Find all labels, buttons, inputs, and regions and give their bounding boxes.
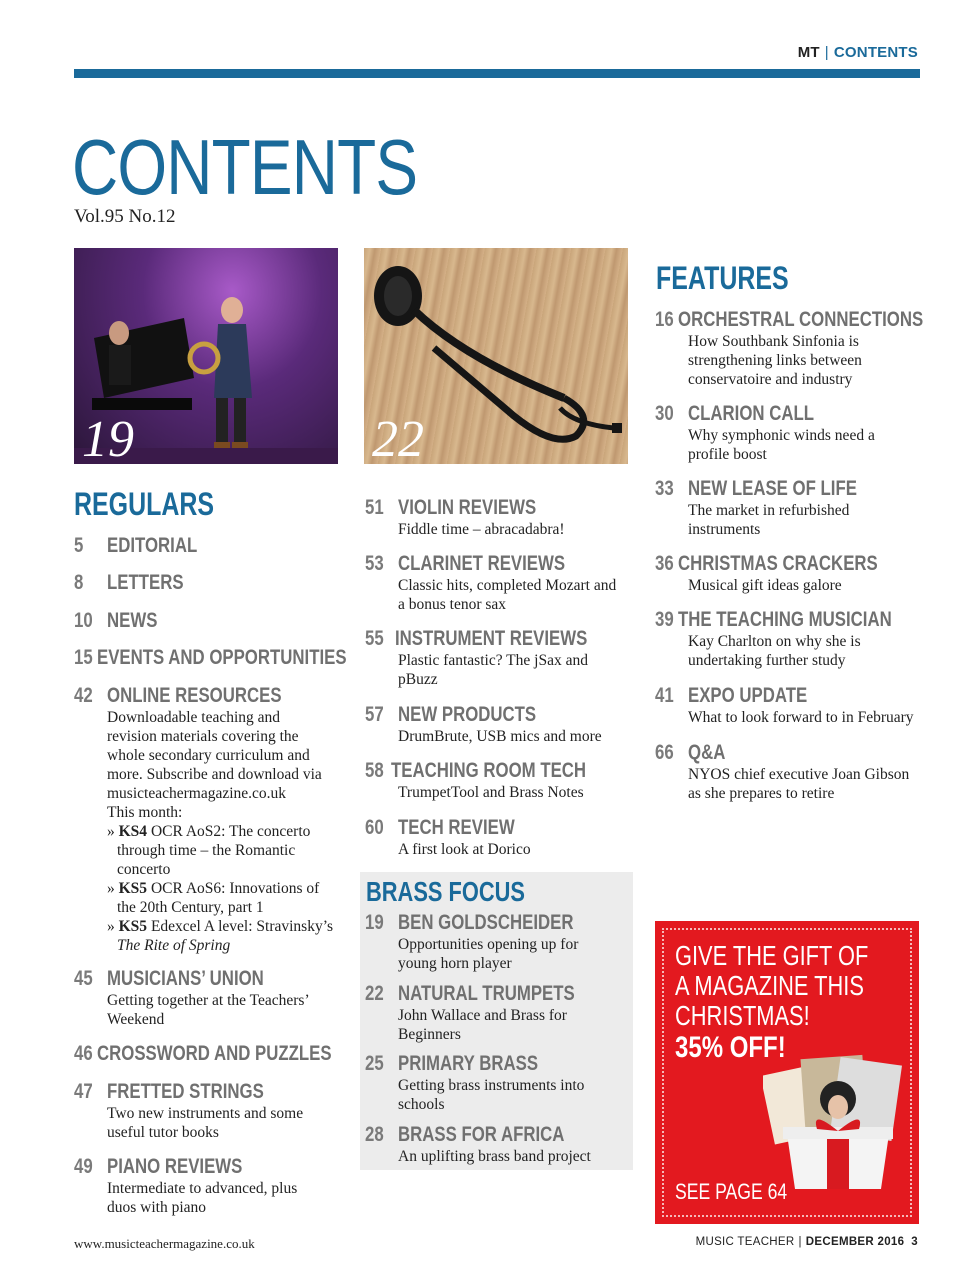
header-mag: MT [797,44,820,61]
entry-title: CLARION CALL [688,402,814,425]
entry-page: 57 [365,703,384,726]
entry-christmas-crackers[interactable] [655,552,925,595]
entry-title: NEW PRODUCTS [398,703,537,726]
entry-title: BRASS FOR AFRICA [398,1123,565,1146]
entry-title: PIANO REVIEWS [107,1155,243,1178]
entry-description: Two new instruments and some useful tutor books [107,1105,304,1141]
entry-title: EVENTS AND OPPORTUNITIES [97,646,347,669]
entry-page: 33 [655,477,674,500]
entry-title: NEWS [107,609,158,632]
entry-title: CLARINET REVIEWS [398,552,566,575]
entry-title: TECH REVIEW [398,816,515,839]
entry-description: Getting brass instruments into schools [398,1077,585,1113]
entry-title: ORCHESTRAL CONNECTIONS [678,308,924,331]
entry-page: 22 [365,982,384,1005]
gift-box-icon [763,1039,913,1189]
entry-page: 45 [74,967,93,990]
entry-page: 5 [74,534,84,557]
entry-editorial[interactable] [74,534,344,558]
entry-page: 58 [365,759,384,782]
entry-brass-for-africa[interactable] [365,1123,630,1166]
photo-natural-trumpet [364,248,628,464]
footer-issue: DECEMBER 2016 [805,1236,905,1248]
entry-q-and-a[interactable] [655,741,925,803]
running-header [798,44,918,61]
entry-title: ONLINE RESOURCES [107,684,282,707]
entry-page: 19 [365,911,384,934]
entry-page: 39 [655,608,674,631]
entry-page: 41 [655,684,674,707]
entry-page: 46 [74,1042,93,1065]
entry-description: Plastic fantastic? The jSax and pBuzz [398,652,588,688]
ad-discount: 35% OFF! [675,1031,786,1064]
entry-online-resources[interactable] [74,684,344,955]
entry-page: 30 [655,402,674,425]
entry-title: MUSICIANS’ UNION [107,967,264,990]
features-heading: FEATURES [656,260,789,296]
entry-new-products[interactable] [365,703,635,746]
entry-title: CHRISTMAS CRACKERS [678,552,879,575]
entry-description: Downloadable teaching and revision materials covering the whole secondary curriculum and more. Subscribe and download via musicteachermagazine.co.uk This month: [107,708,344,822]
entry-description: TrumpetTool and Brass Notes [398,784,584,801]
entry-instrument-reviews[interactable] [365,627,635,689]
entry-expo-update[interactable] [655,684,925,727]
entry-page: 53 [365,552,384,575]
regulars-heading: REGULARS [74,486,215,522]
entry-description: Why symphonic winds need a profile boost [688,427,875,463]
entry-description: Intermediate to advanced, plus duos with piano [107,1180,298,1216]
entry-clarinet-reviews[interactable] [365,552,635,614]
entry-title: CROSSWORD AND PUZZLES [97,1042,332,1065]
entry-violin-reviews[interactable] [365,496,635,539]
entry-description: Kay Charlton on why she is undertaking further study [688,633,861,669]
entry-primary-brass[interactable] [365,1052,630,1114]
entry-ben-goldscheider[interactable] [365,911,630,973]
entry-title: EDITORIAL [107,534,198,557]
footer-website[interactable]: www.musicteachermagazine.co.uk [74,1236,255,1251]
entry-page: 36 [655,552,674,575]
entry-page: 60 [365,816,384,839]
gift-subscription-ad[interactable] [655,921,919,1224]
ad-headline: GIVE THE GIFT OF A MAGAZINE THIS CHRISTMAS! [675,940,869,1031]
entry-page: 10 [74,609,93,632]
entry-title: NEW LEASE OF LIFE [688,477,857,500]
entry-description: Fiddle time – abracadabra! [398,521,565,538]
header-separator: | [824,44,829,61]
entry-title: NATURAL TRUMPETS [398,982,575,1005]
footer-page-number: 3 [911,1236,918,1248]
entry-title: INSTRUMENT REVIEWS [394,627,587,650]
entry-piano-reviews[interactable] [74,1155,344,1217]
entry-description: A first look at Dorico [398,841,531,858]
entry-page: 51 [365,496,384,519]
entry-title: FRETTED STRINGS [107,1080,264,1103]
entry-description: John Wallace and Brass for Beginners [398,1007,567,1043]
page-title: CONTENTS [72,123,418,211]
entry-letters[interactable] [74,571,344,595]
entry-title: Q&A [688,741,726,764]
entry-crossword[interactable] [74,1042,344,1066]
entry-events[interactable] [74,646,347,670]
entry-teaching-room-tech[interactable] [365,759,635,802]
header-section: CONTENTS [833,44,918,61]
entry-description: Opportunities opening up for young horn player [398,936,579,972]
photo-page-number: 22 [372,411,424,464]
entry-clarion-call[interactable] [655,402,925,464]
entry-page: 47 [74,1080,93,1103]
entry-description: Classic hits, completed Mozart and a bonus tenor sax [398,577,617,613]
entry-title: BEN GOLDSCHEIDER [398,911,574,934]
entry-page: 49 [74,1155,93,1178]
entry-musicians-union[interactable] [74,967,344,1029]
ad-call-to-action[interactable]: SEE PAGE 64 [675,1179,788,1204]
entry-description: How Southbank Sinfonia is strengthening links between conservatoire and industry [688,333,862,388]
footer-separator: | [798,1236,802,1248]
brass-focus-heading: BRASS FOCUS [366,876,525,907]
entry-page: 16 [655,308,674,331]
entry-page: 15 [74,646,93,669]
entry-tech-review[interactable] [365,816,635,859]
list-item: » KS5 OCR AoS6: Innovations of the 20th Century, part 1 [107,880,320,916]
entry-title: EXPO UPDATE [688,684,808,707]
entry-description: NYOS chief executive Joan Gibson as she prepares to retire [688,766,910,802]
entry-description: Getting together at the Teachers’ Weekend [107,992,310,1028]
entry-title: TEACHING ROOM TECH [391,759,587,782]
entry-teaching-musician[interactable] [655,608,925,670]
entry-new-lease-of-life[interactable] [655,477,925,539]
entry-description: An uplifting brass band project [398,1148,591,1165]
entry-page: 66 [655,741,674,764]
entry-natural-trumpets[interactable] [365,982,630,1044]
entry-description: DrumBrute, USB mics and more [398,728,602,745]
entry-page: 28 [365,1123,384,1146]
volume-issue: Vol.95 No.12 [74,206,176,227]
list-item: » KS5 Edexcel A level: Stravinsky’s The Rite of Spring [107,918,334,954]
entry-title: VIOLIN REVIEWS [398,496,537,519]
entry-page: 55 [365,627,384,650]
header-rule [74,69,920,78]
entry-title: THE TEACHING MUSICIAN [678,608,893,631]
entry-news[interactable] [74,609,344,633]
entry-page: 8 [74,571,84,594]
entry-fretted-strings[interactable] [74,1080,344,1142]
entry-description: The market in refurbished instruments [688,502,850,538]
entry-page: 42 [74,684,93,707]
entry-page: 25 [365,1052,384,1075]
photo-page-number: 19 [82,411,134,464]
entry-description: What to look forward to in February [688,709,914,726]
website-link[interactable]: musicteachermagazine.co.uk [107,785,287,802]
footer-folio [696,1236,918,1248]
entry-title: PRIMARY BRASS [398,1052,539,1075]
list-item: » KS4 OCR AoS2: The concerto through time – the Romantic concerto [107,823,311,878]
entry-orchestral-connections[interactable] [655,308,925,389]
entry-description: Musical gift ideas galore [688,577,842,594]
footer-magazine: MUSIC TEACHER [695,1236,795,1248]
photo-horn-player [74,248,338,464]
entry-title: LETTERS [107,571,184,594]
resource-list [107,822,344,955]
